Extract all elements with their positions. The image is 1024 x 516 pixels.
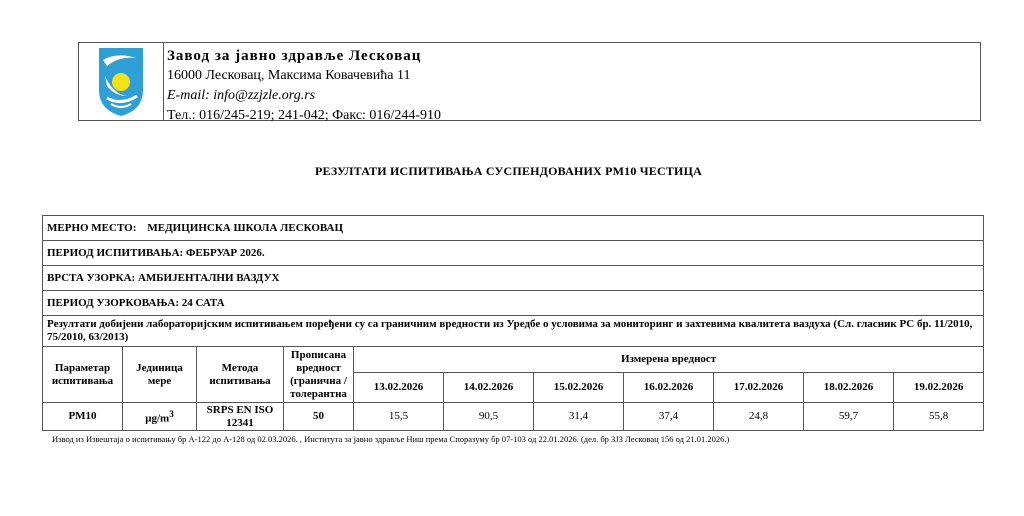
cell-limit: 50	[284, 403, 354, 431]
measuring-site-value: МЕДИЦИНСКА ШКОЛА ЛЕСКОВАЦ	[147, 221, 344, 234]
header-method: Метода испитивања	[197, 347, 284, 403]
measuring-site-row	[43, 216, 984, 241]
org-address: 16000 Лесковац, Максима Ковачевића 11	[167, 68, 411, 83]
report-title: РЕЗУЛТАТИ ИСПИТИВАЊА СУСПЕНДОВАНИХ PM10 ЧЕСТИЦА	[314, 164, 702, 178]
sample-type-row: ВРСТА УЗОРКА: АМБИЈЕНТАЛНИ ВАЗДУХ	[43, 266, 984, 291]
header-parameter: Параметар испитивања	[43, 347, 123, 403]
date-header: 13.02.2026	[354, 373, 444, 403]
header-limit: Прописана вредност (гранична /толерантна	[284, 347, 354, 403]
date-header: 18.02.2026	[804, 373, 894, 403]
date-header: 14.02.2026	[444, 373, 534, 403]
date-header: 17.02.2026	[714, 373, 804, 403]
comparison-note: Резултати добијени лабораторијским испитивањем поређени су са граничним вредности из Уредбе о условима за мониторинг и захтевима квалитета ваздуха (Сл. гласник РС бр. 11/2010, 75/2010, 63/2013)	[43, 316, 984, 347]
cell-value: 37,4	[624, 403, 714, 431]
table-row	[43, 403, 984, 431]
org-name: Завод за јавно здравље Лесковац	[167, 48, 422, 64]
cell-value: 59,7	[804, 403, 894, 431]
cell-value: 24,8	[714, 403, 804, 431]
institute-logo-icon	[97, 46, 145, 118]
cell-value: 31,4	[534, 403, 624, 431]
unit-exponent: 3	[169, 408, 174, 419]
results-table	[42, 215, 984, 431]
org-email: E-mail: info@zzjzle.org.rs	[167, 88, 316, 103]
logo-cell	[79, 43, 164, 120]
measuring-site-label: МЕРНО МЕСТО:	[47, 221, 137, 234]
date-header: 15.02.2026	[534, 373, 624, 403]
source-footnote: Извод из Извештаја о испитивању бр А-122 до А-128 од 02.03.2026. , Института за јавно здравље Ниш према Споразуму бр 07-103 од 22.01.2026. (дел. бр ЗЈЗ Лесковац 156 од 21.01.2026.)	[52, 434, 730, 444]
header-measured-value: Измерена вредност	[354, 347, 984, 373]
cell-value: 90,5	[444, 403, 534, 431]
testing-period-row: ПЕРИОД ИСПИТИВАЊА: ФЕБРУАР 2026.	[43, 241, 984, 266]
cell-value: 15,5	[354, 403, 444, 431]
letterhead-text	[167, 46, 441, 126]
date-header: 19.02.2026	[894, 373, 984, 403]
date-header: 16.02.2026	[624, 373, 714, 403]
unit-base: μg/m	[145, 412, 170, 425]
header-unit: Јединица мере	[123, 347, 197, 403]
cell-value: 55,8	[894, 403, 984, 431]
sampling-period-row: ПЕРИОД УЗОРКОВАЊА: 24 САТА	[43, 291, 984, 316]
letterhead	[78, 42, 981, 121]
cell-method: SRPS EN ISO 12341	[197, 403, 284, 431]
cell-parameter: PM10	[43, 403, 123, 431]
cell-unit	[123, 403, 197, 431]
org-phones: Тел.: 016/245-219; 241-042; Факс: 016/244-910	[167, 108, 441, 123]
